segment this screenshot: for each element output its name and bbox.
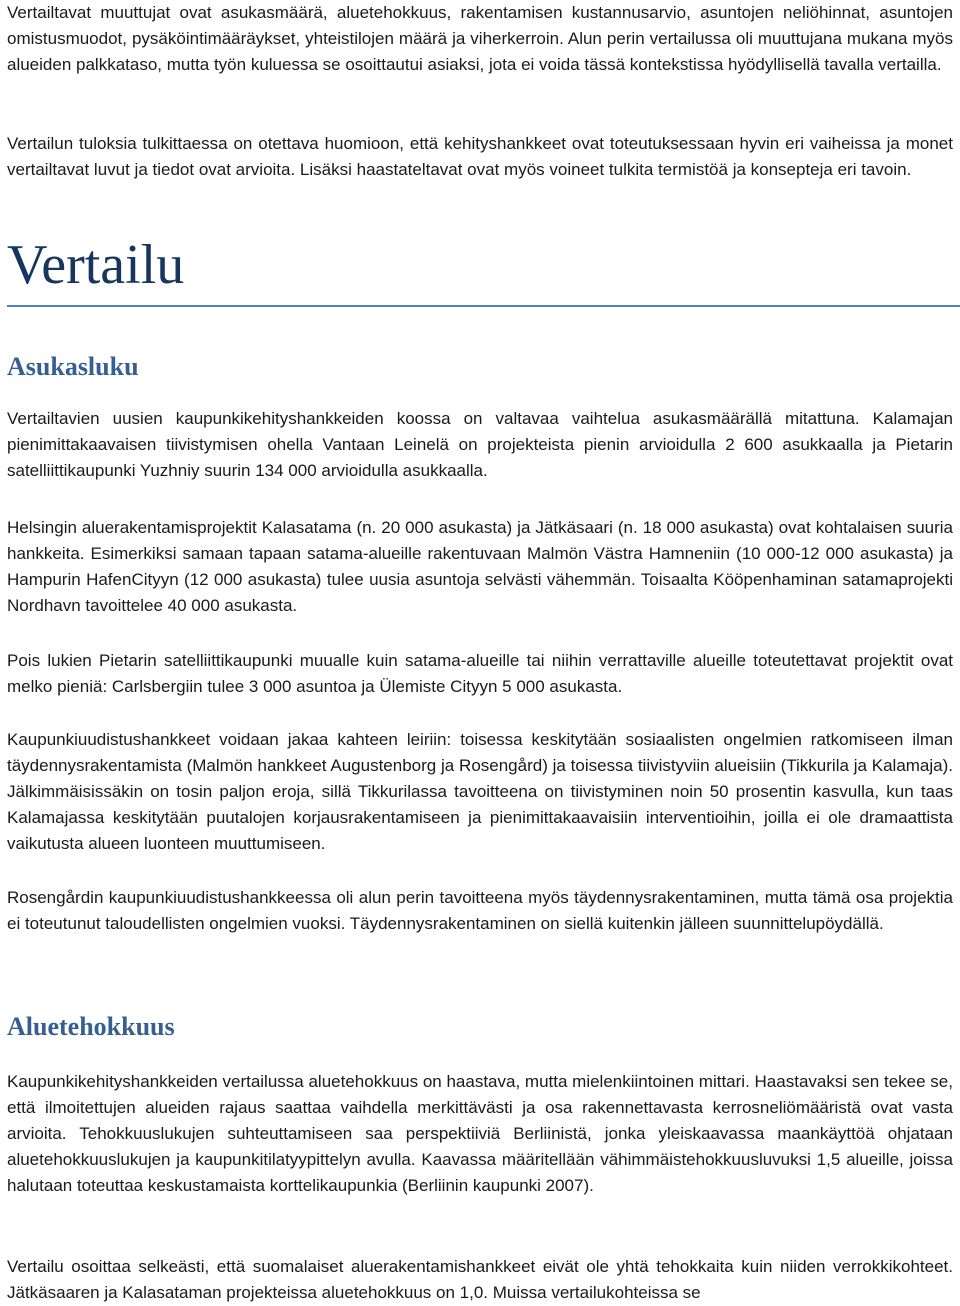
intro-paragraph-1: Vertailtavat muuttujat ovat asukasmäärä, aluetehokkuus, rakentamisen kustannusarvio, asuntojen neliöhinnat, asuntojen omistusmuodot, pysäköintimääräykset, yhteistilojen määrä ja viherkerroin. Alun perin vertailussa oli muuttujana mukana myös alueiden palkkataso, mutta työn kuluessa se osoittautui asiaksi, jota ei voida tässä kontekstissa hyödyllisellä tavalla vertailla.	[7, 3, 953, 74]
asukasluku-paragraph-4: Kaupunkiuudistushankkeet voidaan jakaa kahteen leiriin: toisessa keskitytään sosiaalisten ongelmien ratkomiseen ilman täydennysrakentamista (Malmön hankkeet Augustenborg ja Rosengård) ja toisessa tiivistyviin alueisiin (Tikkurila ja Kalamaja). Jälkimmäisissäkin on tosin paljon eroja, sillä Tikkurilassa tavoitteena on tiivistyminen noin 50 prosentin kasvulla, kun taas Kalamajassa keskitytään puutalojen korjausrakentamiseen ja pienimittakaavaisiin interventioihin, joilla ei ole dramaattista vaikutusta alueen luonteen muuttumiseen.	[7, 730, 953, 853]
aluetehokkuus-paragraph-2: Vertailu osoittaa selkeästi, että suomalaiset aluerakentamishankkeet eivät ole yhtä tehokkaita kuin niiden verrokkikohteet. Jätkäsaaren ja Kalasataman projekteissa aluetehokkuus on 1,0. Muissa vertailukohteissa se	[7, 1257, 953, 1302]
section-heading-asukasluku: Asukasluku	[7, 352, 139, 381]
aluetehokkuus-paragraph-1: Kaupunkikehityshankkeiden vertailussa aluetehokkuus on haastava, mutta mielenkiintoinen mittari. Haastavaksi sen tekee se, että ilmoitettujen alueiden rajaus saattaa vaihdella merkittävästi ja osa rakennettavasta kerrosneliömääristä ovat vasta arvioita. Tehokkuuslukujen suhteuttamiseen saa perspektiiviä Berliinistä, jonka yleiskaavassa maankäyttöä ohjataan aluetehokkuuslukujen ja kaupunkitilatyypittelyn avulla. Kaavassa määritellään vähimmäistehokkuusluvuksi 1,5 alueille, joissa halutaan toteuttaa keskustamaista korttelikaupunkia (Berliinin kaupunki 2007).	[7, 1072, 953, 1195]
section-heading-aluetehokkuus: Aluetehokkuus	[7, 1012, 175, 1041]
asukasluku-paragraph-5: Rosengårdin kaupunkiuudistushankkeessa oli alun perin tavoitteena myös täydennysrakentaminen, mutta tämä osa projektia ei toteutunut taloudellisten ongelmien vuoksi. Täydennysrakentaminen on siellä kuitenkin jälleen suunnittelupöydällä.	[7, 888, 953, 933]
intro-paragraph-2: Vertailun tuloksia tulkittaessa on otettava huomioon, että kehityshankkeet ovat toteutuksessaan hyvin eri vaiheissa ja monet vertailtavat luvut ja tiedot ovat arvioita. Lisäksi haastateltavat ovat myös voineet tulkita termistöä ja konsepteja eri tavoin.	[7, 134, 953, 179]
asukasluku-paragraph-1: Vertailtavien uusien kaupunkikehityshankkeiden koossa on valtavaa vaihtelua asukasmäärällä mitattuna. Kalamajan pienimittakaavaisen tiivistymisen ohella Vantaan Leinelä on projekteista pienin arvioidulla 2 600 asukkaalla ja Pietarin satelliittikaupunki Yuzhniy suurin 134 000 arvioidulla asukkaalla.	[7, 409, 953, 480]
title-underline	[7, 305, 960, 307]
asukasluku-paragraph-3: Pois lukien Pietarin satelliittikaupunki muualle kuin satama-alueille tai niihin verrattaville alueille toteutettavat projektit ovat melko pieniä: Carlsbergiin tulee 3 000 asuntoa ja Ülemiste Cityyn 5 000 asukasta.	[7, 651, 953, 696]
asukasluku-paragraph-2: Helsingin aluerakentamisprojektit Kalasatama (n. 20 000 asukasta) ja Jätkäsaari (n. 18 000 asukasta) ovat kohtalaisen suuria hankkeita. Esimerkiksi samaan tapaan satama-alueille rakentuvaan Malmön Västra Hamneniin (10 000-12 000 asukasta) ja Hampurin HafenCityyn (12 000 asukasta) tulee uusia asuntoja selvästi vähemmän. Toisaalta Kööpenhaminan satamaprojekti Nordhavn tavoittelee 40 000 asukasta.	[7, 518, 953, 615]
page-title: Vertailu	[7, 234, 185, 296]
